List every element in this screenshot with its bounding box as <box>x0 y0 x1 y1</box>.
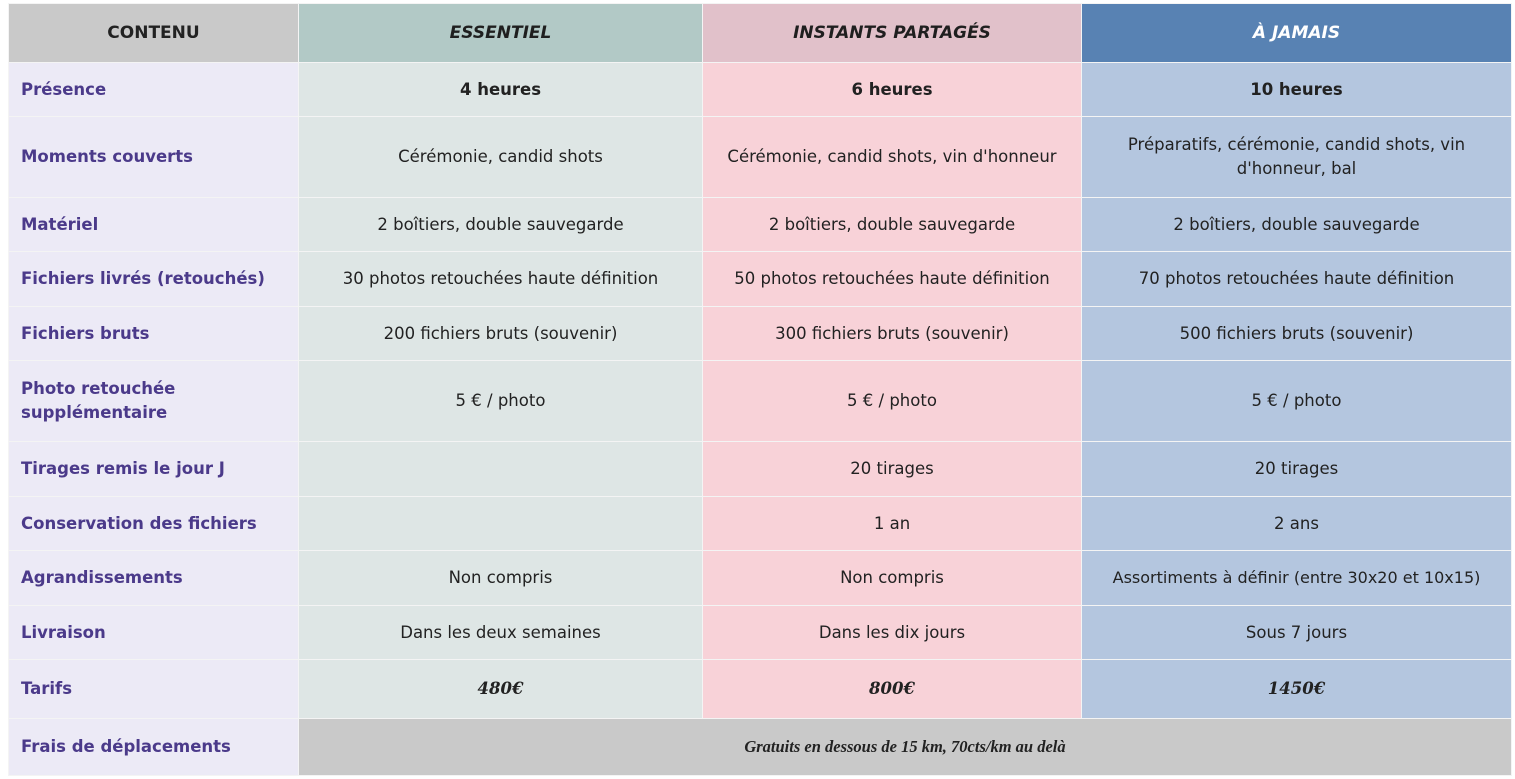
table-row-conservation <box>9 497 1512 551</box>
table-row-tirages <box>9 442 1512 497</box>
table-row-moments <box>9 117 1512 198</box>
cell-essentiel <box>299 442 703 497</box>
cell-essentiel <box>299 497 703 551</box>
cell-jamais: Sous 7 jours <box>1082 606 1512 660</box>
cell-essentiel: 4 heures <box>299 63 703 117</box>
cell-jamais: 2 boîtiers, double sauvegarde <box>1082 198 1512 252</box>
table-row-materiel <box>9 198 1512 252</box>
header-contenu: CONTENU <box>9 4 299 63</box>
table-row-tarifs <box>9 660 1512 719</box>
row-label: Fichiers livrés (retouchés) <box>9 252 299 307</box>
row-label: Livraison <box>9 606 299 660</box>
price-essentiel: 480€ <box>299 660 703 719</box>
row-label: Frais de déplacements <box>9 719 299 776</box>
cell-jamais: 500 fichiers bruts (souvenir) <box>1082 307 1512 361</box>
cell-instants: 2 boîtiers, double sauvegarde <box>703 198 1082 252</box>
cell-essentiel: Dans les deux semaines <box>299 606 703 660</box>
row-label: Conservation des fichiers <box>9 497 299 551</box>
row-label: Présence <box>9 63 299 117</box>
pricing-table <box>8 3 1512 776</box>
row-label: Photo retouchée supplémentaire <box>9 361 299 442</box>
price-jamais: 1450€ <box>1082 660 1512 719</box>
row-label: Tirages remis le jour J <box>9 442 299 497</box>
cell-jamais: 10 heures <box>1082 63 1512 117</box>
table-row-agrandissements <box>9 551 1512 606</box>
cell-instants: 1 an <box>703 497 1082 551</box>
cell-jamais: Préparatifs, cérémonie, candid shots, vin d'honneur, bal <box>1082 117 1512 198</box>
cell-jamais: 2 ans <box>1082 497 1512 551</box>
cell-essentiel: Cérémonie, candid shots <box>299 117 703 198</box>
cell-instants: 5 € / photo <box>703 361 1082 442</box>
cell-essentiel: 2 boîtiers, double sauvegarde <box>299 198 703 252</box>
cell-jamais: 70 photos retouchées haute définition <box>1082 252 1512 307</box>
cell-instants: 300 fichiers bruts (souvenir) <box>703 307 1082 361</box>
table-row-photo-supplementaire <box>9 361 1512 442</box>
table-row-fichiers-bruts <box>9 307 1512 361</box>
row-label: Matériel <box>9 198 299 252</box>
cell-instants: 20 tirages <box>703 442 1082 497</box>
header-instants-partages: INSTANTS PARTAGÉS <box>703 4 1082 63</box>
cell-essentiel: Non compris <box>299 551 703 606</box>
header-row <box>9 4 1512 63</box>
cell-instants: Dans les dix jours <box>703 606 1082 660</box>
table-row-presence <box>9 63 1512 117</box>
table-row-livraison <box>9 606 1512 660</box>
cell-jamais: 20 tirages <box>1082 442 1512 497</box>
row-label: Fichiers bruts <box>9 307 299 361</box>
header-a-jamais: À JAMAIS <box>1082 4 1512 63</box>
table-row-frais-deplacement <box>9 719 1512 776</box>
cell-essentiel: 5 € / photo <box>299 361 703 442</box>
cell-instants: Non compris <box>703 551 1082 606</box>
cell-jamais: Assortiments à définir (entre 30x20 et 10x15) <box>1082 551 1512 606</box>
header-essentiel: ESSENTIEL <box>299 4 703 63</box>
travel-fees-value: Gratuits en dessous de 15 km, 70cts/km au delà <box>299 719 1512 776</box>
row-label: Tarifs <box>9 660 299 719</box>
cell-jamais: 5 € / photo <box>1082 361 1512 442</box>
price-instants: 800€ <box>703 660 1082 719</box>
row-label: Agrandissements <box>9 551 299 606</box>
cell-instants: Cérémonie, candid shots, vin d'honneur <box>703 117 1082 198</box>
cell-instants: 6 heures <box>703 63 1082 117</box>
cell-instants: 50 photos retouchées haute définition <box>703 252 1082 307</box>
row-label: Moments couverts <box>9 117 299 198</box>
cell-essentiel: 30 photos retouchées haute définition <box>299 252 703 307</box>
table-row-fichiers-livres <box>9 252 1512 307</box>
cell-essentiel: 200 fichiers bruts (souvenir) <box>299 307 703 361</box>
